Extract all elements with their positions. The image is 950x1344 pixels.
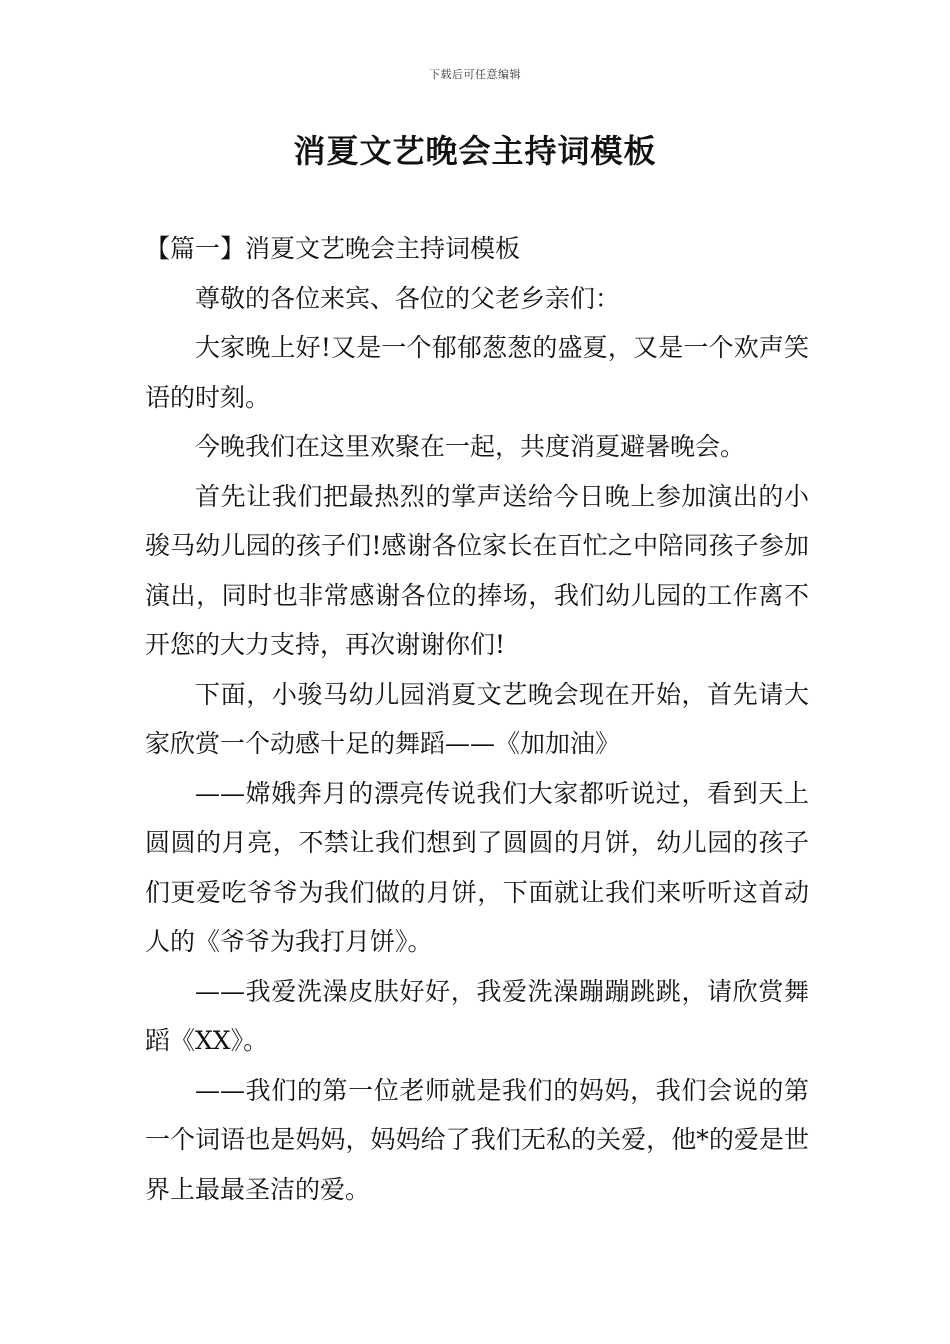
paragraph: 今晚我们在这里欢聚在一起，共度消夏避暑晚会。 bbox=[195, 432, 746, 461]
paragraph: ——嫦娥奔月的漂亮传说我们大家都听说过，看到天上圆圆的月亮，不禁让我们想到了圆圆的月饼，幼儿园的孩子们更爱吃爷爷为我们做的月饼，下面就让我们来听听这首动人的《爷爷为我打月饼》。 bbox=[145, 778, 809, 956]
paragraph: ——我爱洗澡皮肤好好，我爱洗澡蹦蹦跳跳，请欣赏舞蹈《XX》。 bbox=[145, 976, 809, 1055]
document-body bbox=[145, 224, 809, 1214]
header-note: 下载后可任意编辑 bbox=[429, 68, 521, 81]
paragraph: ——我们的第一位老师就是我们的妈妈，我们会说的第一个词语也是妈妈，妈妈给了我们无私的关爱，他*的爱是世界上最最圣洁的爱。 bbox=[145, 1075, 809, 1204]
paragraph: 首先让我们把最热烈的掌声送给今日晚上参加演出的小骏马幼儿园的孩子们!感谢各位家长在百忙之中陪同孩子参加演出，同时也非常感谢各位的捧场，我们幼儿园的工作离不开您的大力支持，再次谢谢你们! bbox=[145, 481, 809, 659]
document-title: 消夏文艺晚会主持词模板 bbox=[293, 132, 657, 170]
paragraph: 下面，小骏马幼儿园消夏文艺晚会现在开始，首先请大家欣赏一个动感十足的舞蹈——《加加油》 bbox=[145, 679, 809, 758]
paragraph-greeting: 尊敬的各位来宾、各位的父老乡亲们： bbox=[195, 283, 621, 313]
paragraph: 大家晚上好!又是一个郁郁葱葱的盛夏，又是一个欢声笑语的时刻。 bbox=[145, 333, 809, 412]
section-heading: 【篇一】消夏文艺晚会主持词模板 bbox=[145, 234, 521, 263]
